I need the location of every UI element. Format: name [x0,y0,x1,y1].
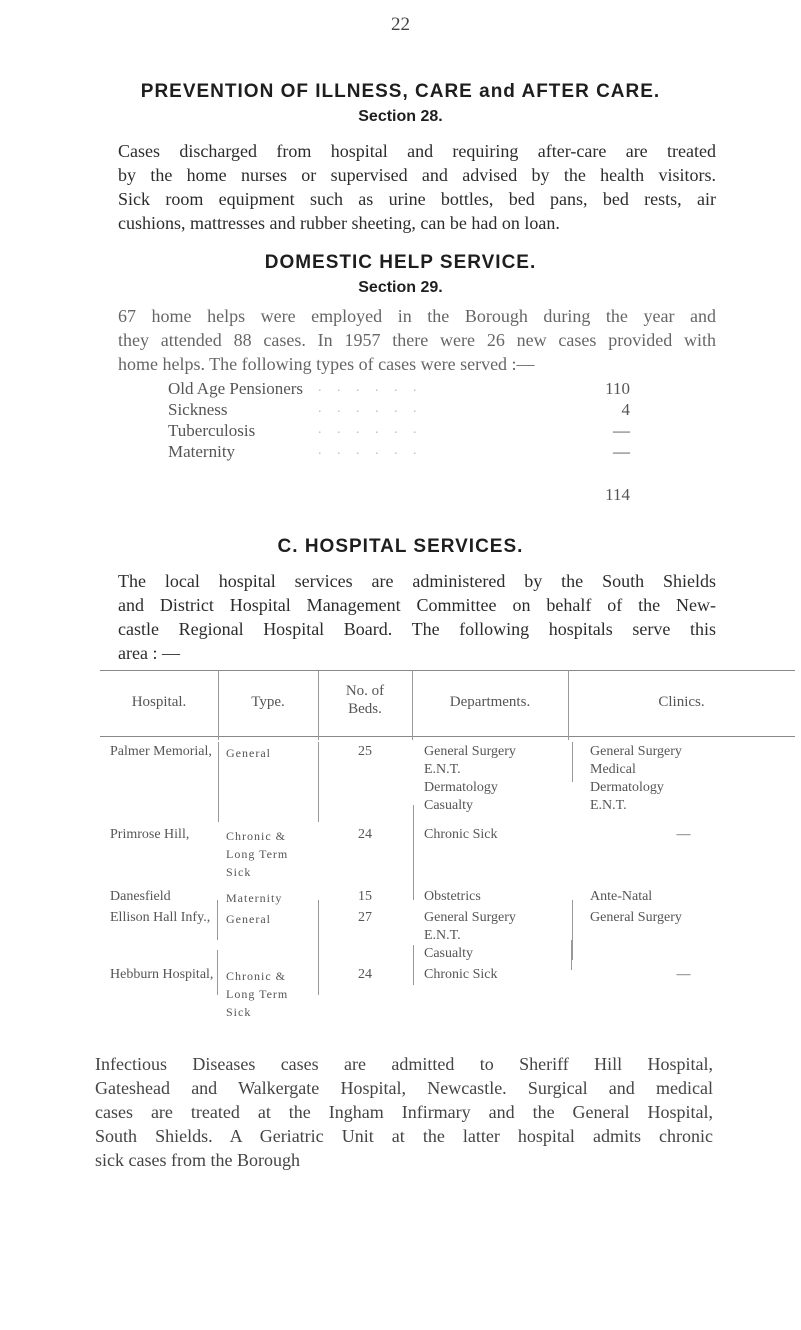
leader-dots: . . . . . . [318,380,423,395]
column-divider [218,742,219,822]
domestic-line: home helps. The following types of cases were served :— [118,354,535,374]
hospital-paragraph [118,569,716,665]
hospital-line: and District Hospital Management Committee on behalf of the New- [118,595,716,615]
hospital-type: Maternity [226,891,283,905]
hospital-type: General [226,746,271,760]
hospital-beds: 25 [358,744,372,759]
leader-dots: . . . . . . [318,443,423,458]
hospital-type: Sick [226,1005,252,1019]
section-28-label: Section 28. [358,108,443,125]
column-divider [217,900,218,940]
closing-paragraph [95,1052,713,1172]
column-divider [413,805,414,845]
case-value-old-age: 110 [605,379,630,398]
prevention-heading: PREVENTION OF ILLNESS, CARE and AFTER CARE. [140,81,661,102]
domestic-line: 67 home helps were employed in the Borough during the year and [118,306,716,326]
cases-total: 114 [605,485,630,504]
table-header-rule [100,736,795,737]
department: Chronic Sick [424,827,498,842]
hospital-beds: 15 [358,889,372,904]
hospital-beds: 24 [358,827,372,842]
prevention-line: cushions, mattresses and rubber sheeting, can be had on loan. [118,213,560,233]
case-label-sickness: Sickness [168,400,228,419]
department: General Surgery [424,744,516,759]
hospital-type: Long Term [226,847,289,861]
department: Chronic Sick [424,967,498,982]
case-value-tuberculosis: — [613,421,630,440]
hospital-name: Danesfield [110,889,171,904]
closing-line: South Shields. A Geriatric Unit at the latter hospital admits chronic [95,1126,713,1146]
column-divider [413,945,414,985]
column-divider [572,742,573,782]
prevention-line: Cases discharged from hospital and requiring after-care are treated [118,141,716,161]
case-value-sickness: 4 [621,400,630,419]
hospital-line: The local hospital services are administered by the South Shields [118,571,716,591]
clinic: General Surgery [590,910,682,925]
hospital-beds: 27 [358,910,372,925]
domestic-line: they attended 88 cases. In 1957 there were 26 new cases provided with [118,330,716,350]
department: Obstetrics [424,889,481,904]
table-top-rule [100,670,795,671]
column-divider [217,950,218,995]
prevention-line: Sick room equipment such as urine bottles, bed pans, bed rests, air [118,189,716,209]
closing-line: Infectious Diseases cases are admitted to Sheriff Hill Hospital, [95,1054,713,1074]
hospital-type: Chronic & [226,969,286,983]
case-label-old-age: Old Age Pensioners [168,379,304,398]
hospital-line: castle Regional Hospital Board. The following hospitals serve this [118,619,716,639]
domestic-paragraph [118,304,716,376]
hospital-name: Hebburn Hospital, [110,967,214,982]
hospital-beds: 24 [358,967,372,982]
prevention-paragraph [118,139,716,235]
department: Casualty [424,946,473,961]
closing-line: sick cases from the Borough [95,1150,300,1170]
leader-dots: . . . . . . [318,401,423,416]
header-beds-line-1: No. of [345,683,385,699]
hospital-type: Sick [226,865,252,879]
hospital-name: Primrose Hill, [110,827,190,842]
clinic: Ante-Natal [590,889,653,904]
clinic: General Surgery [590,744,682,759]
header-type: Type. [251,694,285,710]
header-departments: Departments. [449,694,531,710]
hospital-name: Palmer Memorial, [110,744,212,759]
clinic: Dermatology [590,780,664,795]
case-value-maternity: — [613,442,630,461]
section-29-label: Section 29. [358,279,443,296]
prevention-line: by the home nurses or supervised and advised by the health visitors. [118,165,716,185]
hospital-line: area : — [118,643,180,663]
department: E.N.T. [424,762,461,777]
clinic: Medical [590,762,636,777]
clinic: — [676,827,691,842]
clinic: — [676,967,691,982]
domestic-help-heading: DOMESTIC HELP SERVICE. [264,252,537,273]
closing-line: Gateshead and Walkergate Hospital, Newcastle. Surgical and medical [95,1078,713,1098]
hospital-type: Long Term [226,987,289,1001]
header-hospital: Hospital. [131,694,187,710]
column-divider [572,900,573,960]
hospital-type: Chronic & [226,829,286,843]
page-number: 22 [391,14,410,35]
hospital-name: Ellison Hall Infy., [110,910,211,925]
header-beds-line-2: Beds. [348,701,382,717]
leader-dots: . . . . . . [318,422,423,437]
header-clinics: Clinics. [658,694,705,710]
department: Casualty [424,798,473,813]
department: E.N.T. [424,928,461,943]
clinic: E.N.T. [590,798,627,813]
hospital-services-heading: C. HOSPITAL SERVICES. [277,536,524,557]
hospital-type: General [226,912,271,926]
closing-line: cases are treated at the Ingham Infirmary and the General Hospital, [95,1102,713,1122]
case-label-tuberculosis: Tuberculosis [168,421,256,440]
department: Dermatology [424,780,498,795]
case-label-maternity: Maternity [168,442,236,461]
column-divider [413,845,414,900]
department: General Surgery [424,910,516,925]
